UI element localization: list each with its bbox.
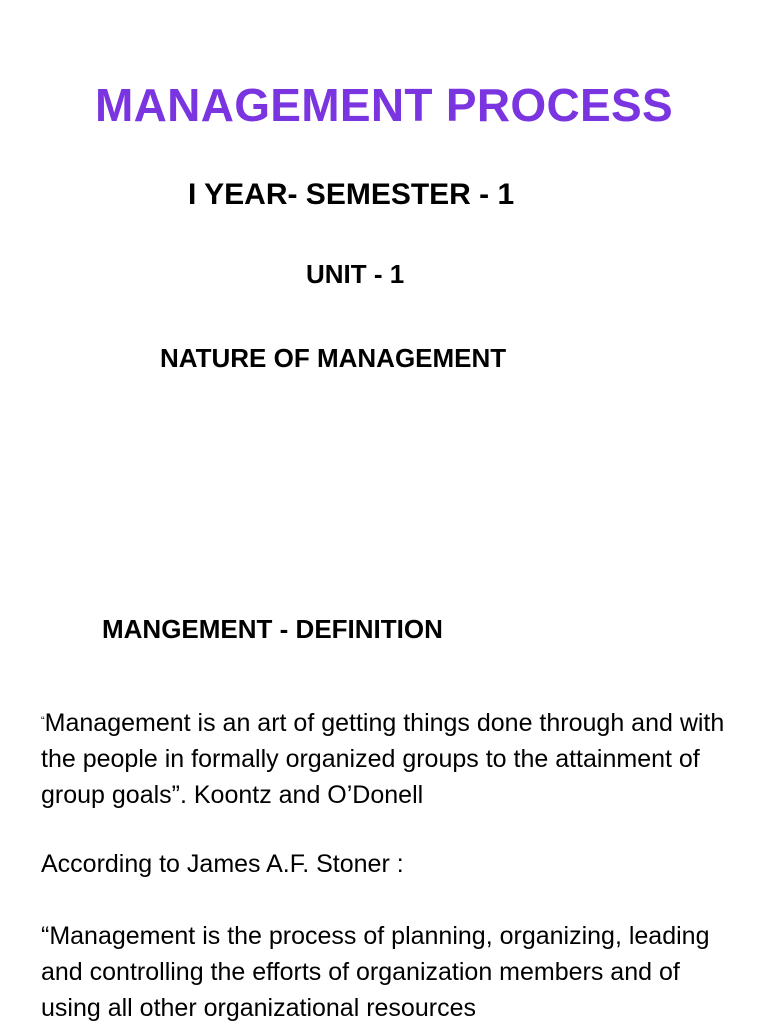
topic-heading: NATURE OF MANAGEMENT — [160, 343, 507, 373]
stoner-intro-paragraph: According to James A.F. Stoner : — [41, 850, 404, 878]
unit-heading: UNIT - 1 — [306, 259, 405, 289]
koontz-definition-paragraph — [41, 703, 731, 813]
document-title: MANAGEMENT PROCESS — [95, 79, 673, 131]
opening-quote-mark: “ — [41, 715, 45, 727]
definition-heading: MANGEMENT - DEFINITION — [102, 614, 443, 644]
koontz-definition-text: Management is an art of getting things done through and with the people in formally organized groups to the attainment of group goals”. Koontz and O’Donell — [41, 709, 725, 809]
stoner-definition-paragraph: “Management is the process of planning, organizing, leading and controlling the efforts of organization members and of using all other organizational resources — [41, 922, 710, 1022]
year-semester-heading: I YEAR- SEMESTER - 1 — [188, 178, 515, 211]
